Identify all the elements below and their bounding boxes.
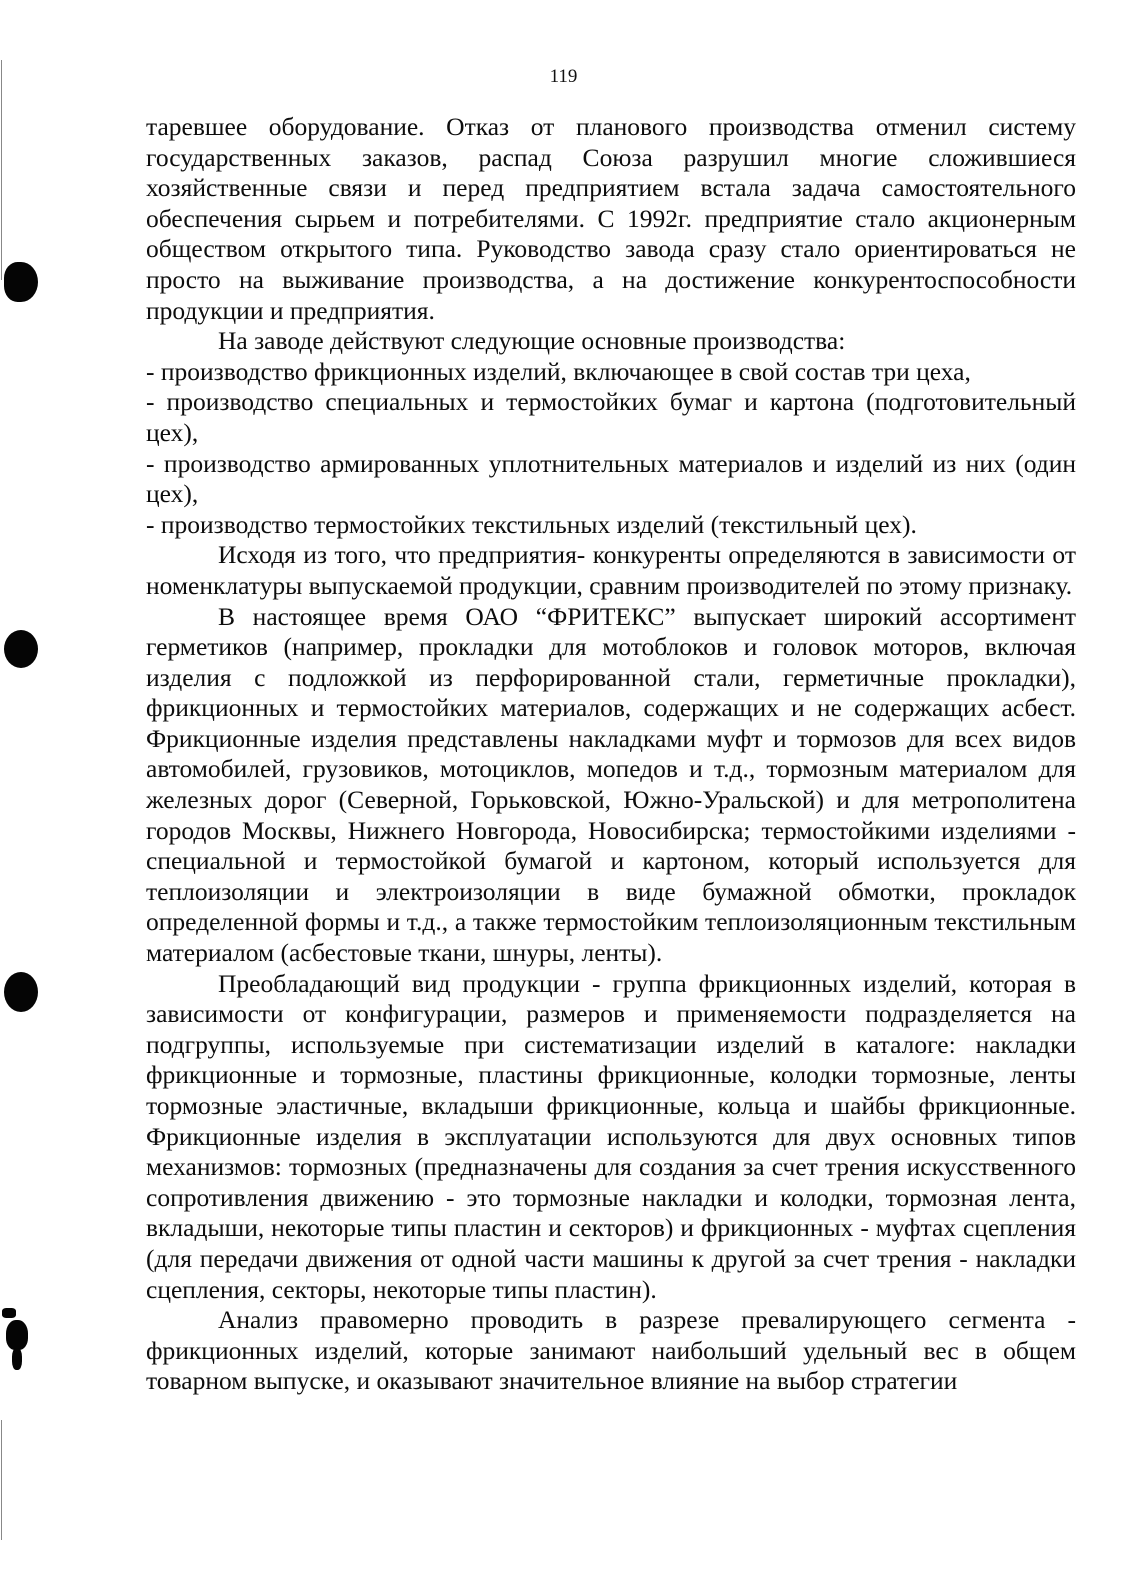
scan-edge-line	[1, 1420, 2, 1540]
binder-hole-mark	[4, 262, 38, 302]
paragraph: На заводе действуют следующие основные производства:	[218, 326, 846, 356]
paragraph: Преобладающий вид продукции - группа фрикционных изделий, которая в зависимости от конфигурации, размеров и применяемости подразделяется на подгруппы, используемые при систематизации изделий в каталоге: накладки фрикционные и тормозные, пластины фрикционные, колодки тормозные, ленты тормозные эластичные, вкладыши фрикционные, кольца и шайбы фрикционные. Фрикционные изделия в эксплуатации используются для двух основных типов механизмов: тормозных (предназначены для создания за счет трения искусственного сопротивления движению - это тормозные накладки и колодки, тормозная лента, вкладыши, некоторые типы пластин и секторов) и фрикционных - муфтах сцепления (для передачи движения от одной части машины к другой за счет трения - накладки сцепления, секторы, некоторые типы пластин).	[146, 968, 1076, 1304]
paragraph: Исходя из того, что предприятия- конкуренты определяются в зависимости от номенклатуры выпускаемой продукции, сравним производителей по этому признаку.	[146, 540, 1076, 600]
list-item: - производство термостойких текстильных изделий (текстильный цех).	[146, 509, 917, 539]
binder-hole-mark	[2, 1308, 16, 1318]
binder-hole-mark	[4, 630, 38, 668]
scan-edge-line	[1, 60, 2, 280]
binder-hole-mark	[4, 972, 38, 1012]
paragraph: В настоящее время ОАО “ФРИТЕКС” выпускает широкий ассортимент герметиков (например, прокладки для мотоблоков и головок моторов, включая изделия с подложкой из перфорированной стали, герметичные прокладки), фрикционных и термостойких материалов, содержащих и не содержащих асбест. Фрикционные изделия представлены накладками муфт и тормозов для всех видов автомобилей, грузовиков, мотоциклов, мопедов и т.д., тормозным материалом для железных дорог (Северной, Горьковской, Южно-Уральской) и для метрополитена городов Москвы, Нижнего Новгорода, Новосибирска; термостойкими изделиями - специальной и термостойкой бумагой и картоном, который используется для теплоизоляции и электроизоляции в виде бумажной обмотки, прокладок определенной формы и т.д., а также термостойким теплоизоляционным текстильным материалом (асбестовые ткани, шнуры, ленты).	[146, 601, 1076, 968]
list-item: - производство фрикционных изделий, включающее в свой состав три цеха,	[146, 356, 971, 386]
body-text	[146, 112, 1076, 1397]
paragraph: Анализ правомерно проводить в разрезе превалирующего сегмента - фрикционных изделий, которые занимают наибольший удельный вес в общем товарном выпуске, и оказывают значительное влияние на выбор стратегии	[146, 1305, 1076, 1396]
page-number: 119	[549, 66, 578, 87]
binder-hole-mark	[6, 1320, 28, 1350]
list-item: - производство армированных уплотнительных материалов и изделий из них (один цех),	[146, 448, 1076, 509]
list-item: - производство специальных и термостойких бумаг и картона (подготовительный цех),	[146, 387, 1076, 447]
binder-hole-mark	[12, 1348, 22, 1370]
paragraph: таревшее оборудование. Отказ от планового производства отменил систему государственных заказов, распад Союза разрушил многие сложившиеся хозяйственные связи и перед предприятием встала задача самостоятельного обеспечения сырьем и потребителями. С 1992г. предприятие стало акционерным обществом открытого типа. Руководство завода сразу стало ориентироваться не просто на выживание производства, а на достижение конкурентоспособности продукции и предприятия.	[146, 112, 1076, 325]
